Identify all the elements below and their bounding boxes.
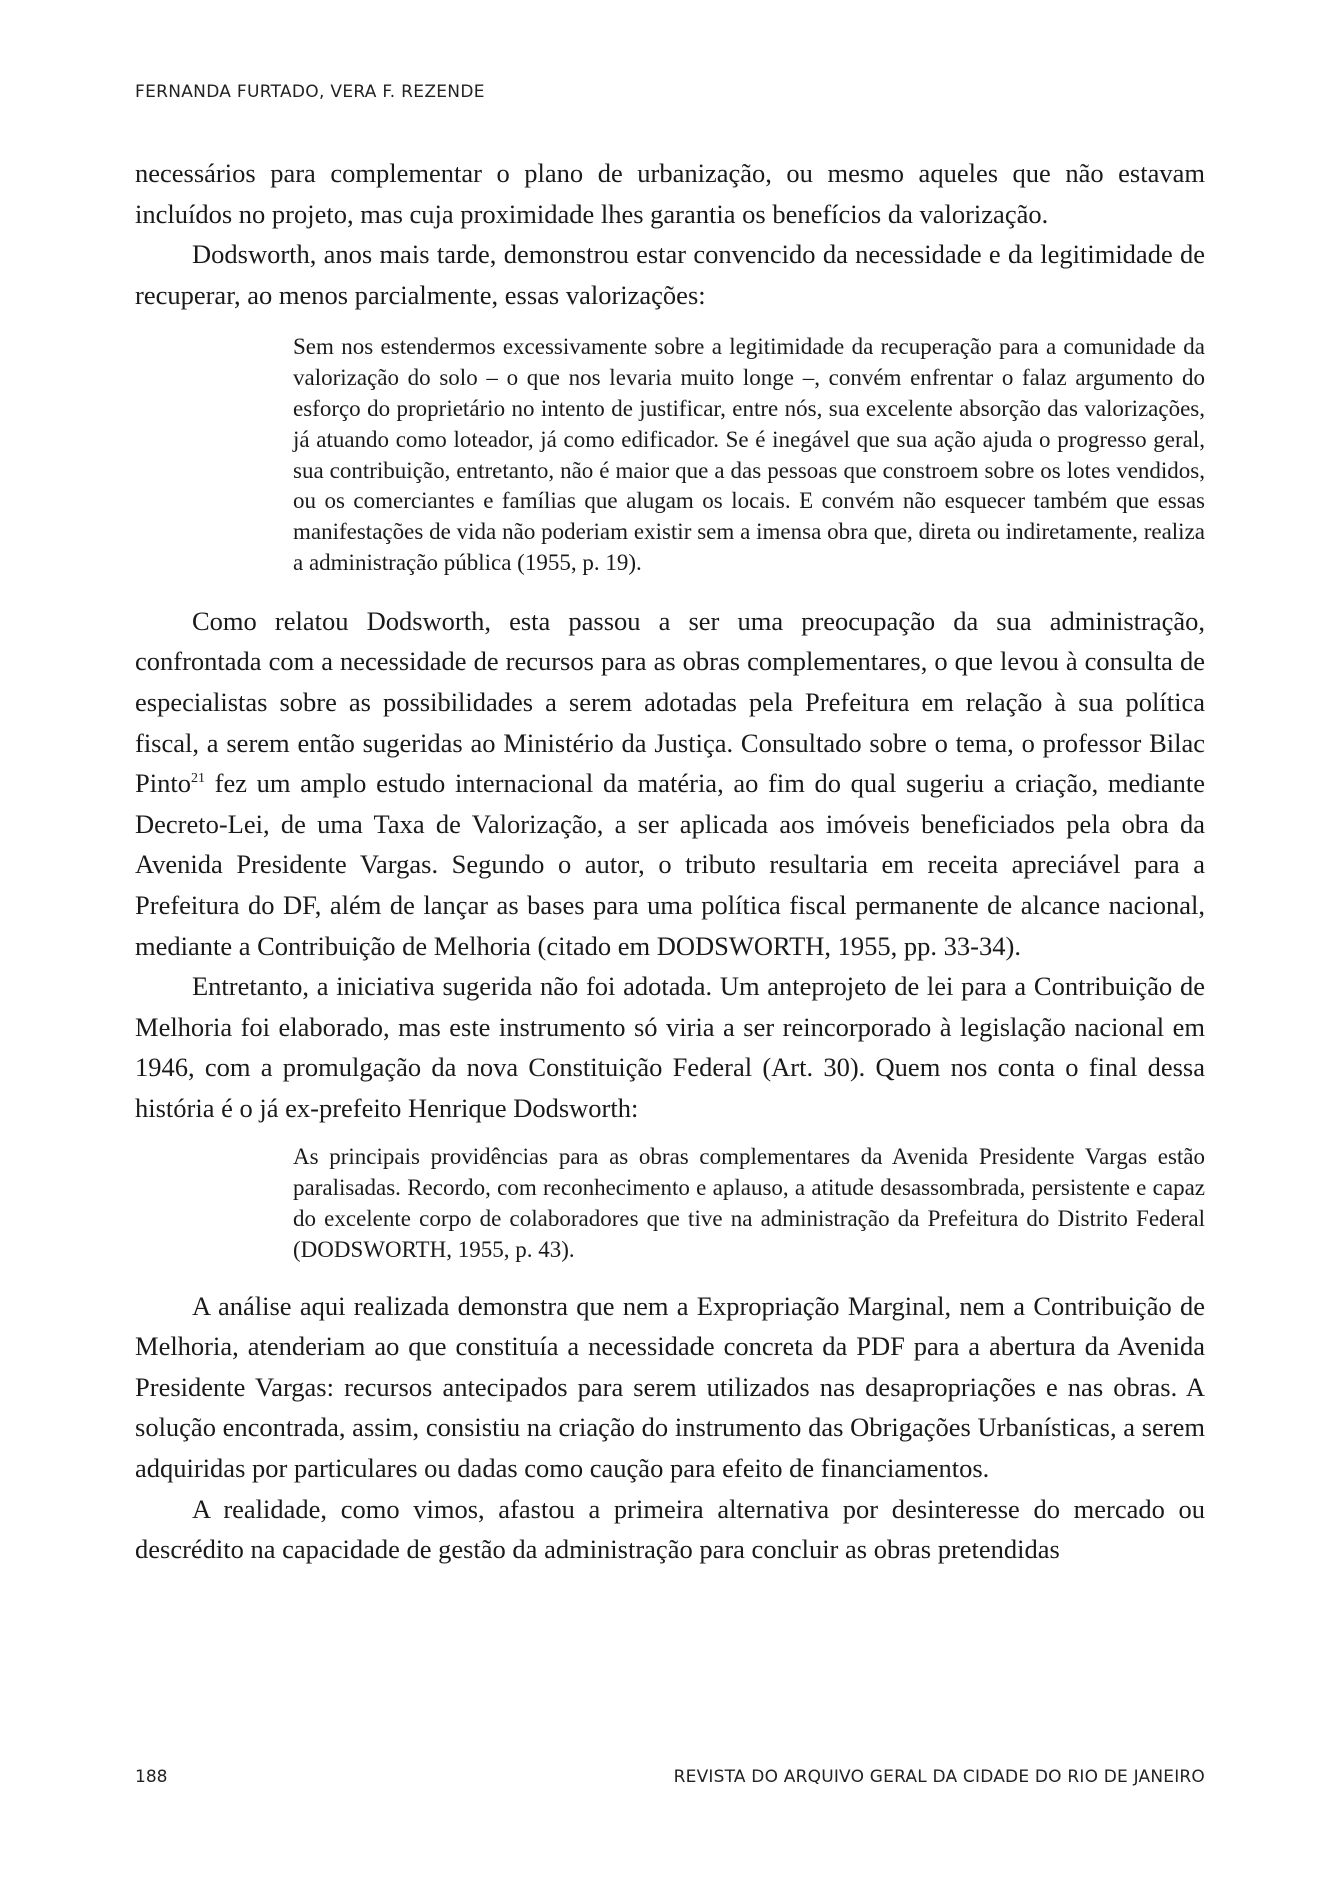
paragraph-2: Dodsworth, anos mais tarde, demonstrou estar convencido da necessidade e da legitimidade de recuperar, ao menos parcialmente, essas valorizações: xyxy=(135,239,1205,310)
journal-title: REVISTA DO ARQUIVO GERAL DA CIDADE DO RIO DE JANEIRO xyxy=(673,1767,1205,1787)
paragraph-6: A realidade, como vimos, afastou a primeira alternativa por desinteresse do mercado ou descrédito na capacidade de gestão da administração para concluir as obras pretendidas xyxy=(135,1493,1205,1565)
footnote-ref-21[interactable]: 21 xyxy=(190,771,205,787)
block-quote-1: Sem nos estendermos excessivamente sobre a legitimidade da recuperação para a comunidade da valorização do solo – o que nos levaria muito longe –, convém enfrentar o falaz argumento do esforço do proprietário no intento de justificar, entre nós, sua excelente absorção das valorizações, já atuando como loteador, já como edificador. Se é inegável que sua ação ajuda o progresso geral, sua contribuição, entretanto, não é maior que a das pessoas que constroem sobre os lotes vendidos, ou os comerciantes e famílias que alugam os locais. E convém não esquecer também que essas manifestações de vida não poderiam existir sem a imensa obra que, direta ou indiretamente, realiza a administração pública (1955, p. 19). xyxy=(293,334,1205,575)
page-number: 188 xyxy=(135,1767,168,1787)
running-head: FERNANDA FURTADO, VERA F. REZENDE xyxy=(135,82,485,102)
paragraph-5: A análise aqui realizada demonstra que nem a Expropriação Marginal, nem a Contribuição de Melhoria, atenderiam ao que constituía a necessidade concreta da PDF para a abertura da Avenida Presidente Vargas: recursos antecipados para serem utilizados nas desapropriações e nas obras. A solução encontrada, assim, consistiu na criação do instrumento das Obrigações Urbanísticas, a serem adquiridas por particulares ou dadas como caução para efeito de financiamentos. xyxy=(135,1290,1205,1484)
paragraph-4: Entretanto, a iniciativa sugerida não foi adotada. Um anteprojeto de lei para a Contribuição de Melhoria foi elaborado, mas este instrumento só viria a ser reincorporado à legislação nacional em 1946, com a promulgação da nova Constituição Federal (Art. 30). Quem nos conta o final dessa história é o já ex-prefeito Henrique Dodsworth: xyxy=(135,971,1205,1123)
paragraph-1: necessários para complementar o plano de urbanização, ou mesmo aqueles que não estavam incluídos no projeto, mas cuja proximidade lhes garantia os benefícios da valorização. xyxy=(135,158,1205,229)
paragraph-3-text-a: Como relatou Dodsworth, esta passou a ser uma preocupação da sua administração, confrontada com a necessidade de recursos para as obras complementares, o que levou à consulta de especialistas sobre as possibilidades a serem adotadas pela Prefeitura em relação à sua política fiscal, a serem então sugeridas ao Ministério da Justiça. Consultado sobre o tema, o professor Bilac Pinto xyxy=(135,605,1205,799)
block-quote-2: As principais providências para as obras complementares da Avenida Presidente Vargas estão paralisadas. Recordo, com reconhecimento e aplauso, a atitude desassombrada, persistente e capaz do excelente corpo de colaboradores que tive na administração da Prefeitura do Distrito Federal (DODSWORTH, 1955, p. 43). xyxy=(293,1144,1205,1262)
paragraph-3 xyxy=(135,601,1205,966)
paragraph-3-text-b: fez um amplo estudo internacional da matéria, ao fim do qual sugeriu a criação, mediante Decreto-Lei, de uma Taxa de Valorização, a ser aplicada aos imóveis beneficiados pela obra da Avenida Presidente Vargas. Segundo o autor, o tributo resultaria em receita apreciável para a Prefeitura do DF, além de lançar as bases para uma política fiscal permanente de alcance nacional, mediante a Contribuição de Melhoria (citado em DODSWORTH, 1955, pp. 33-34). xyxy=(135,768,1205,961)
body-text xyxy=(135,153,1205,1570)
